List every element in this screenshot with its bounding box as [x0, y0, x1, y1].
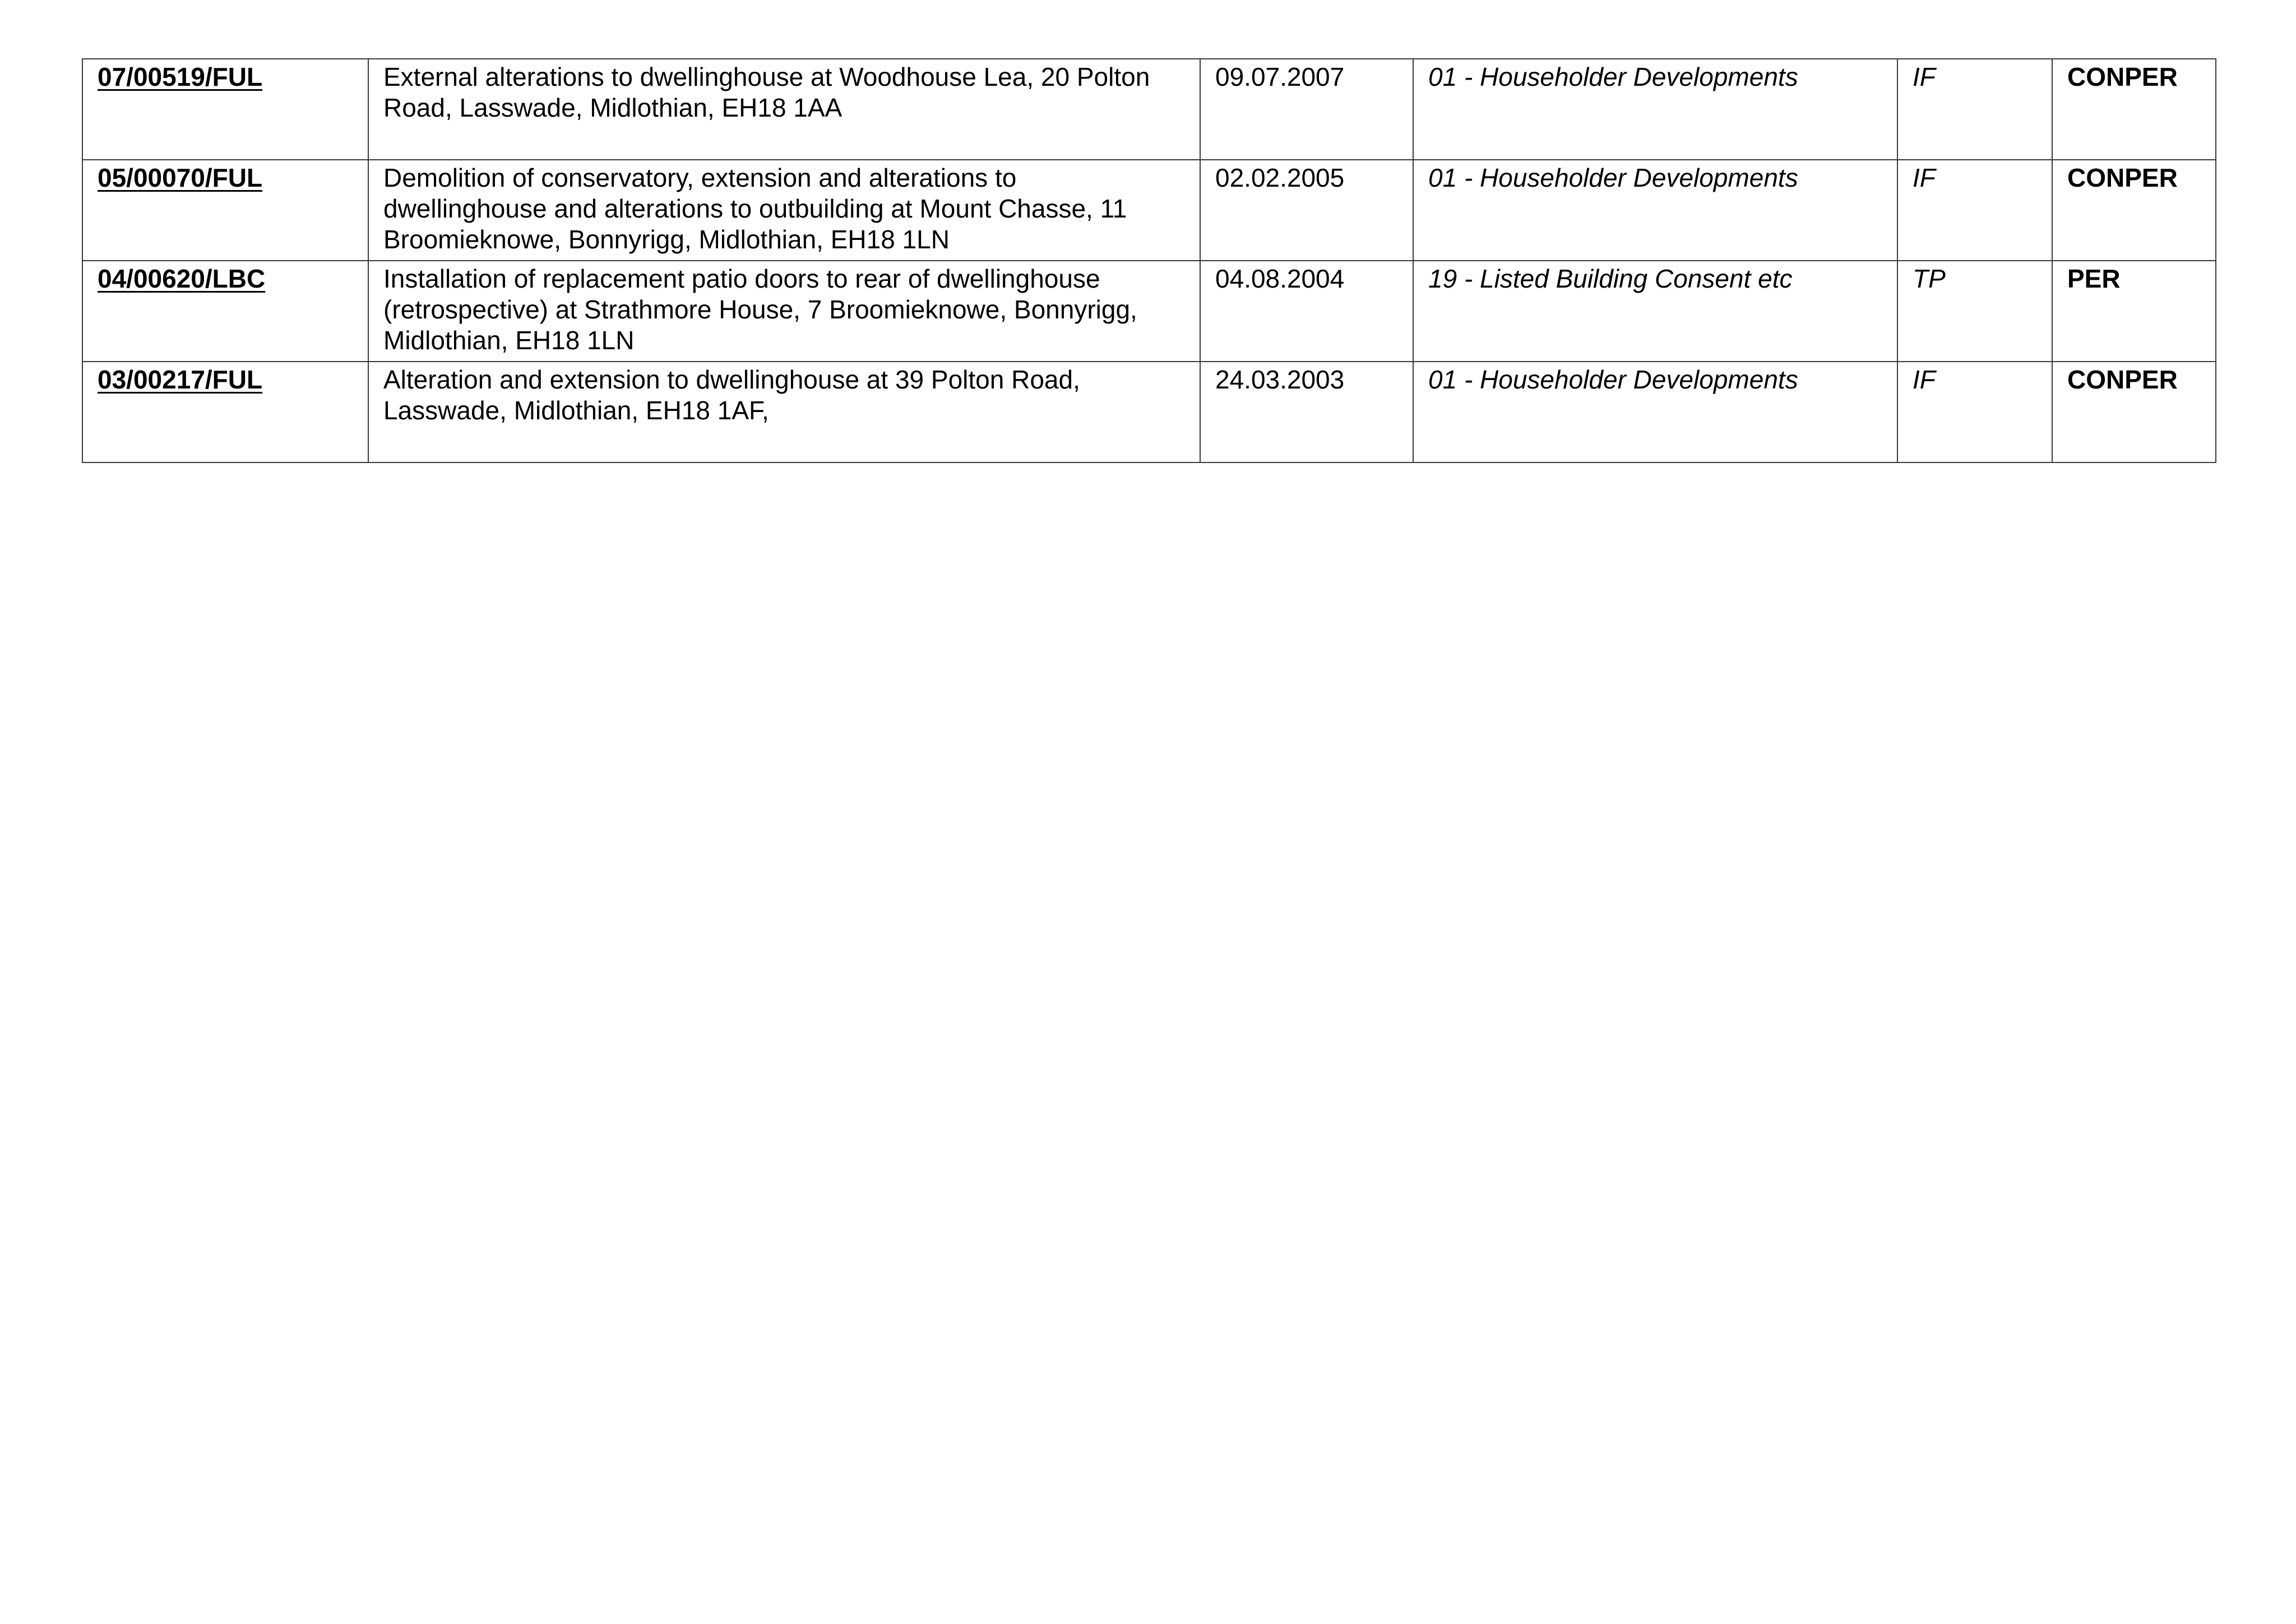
proposal-text: Alteration and extension to dwellinghouse at 39 Polton Road, Lasswade, Midlothian, EH18 1AF, [383, 365, 1080, 425]
reference-cell [82, 261, 368, 362]
date-cell [1200, 261, 1413, 362]
application-reference-link[interactable]: 07/00519/FUL [98, 62, 263, 91]
application-reference-link[interactable]: 03/00217/FUL [98, 365, 263, 394]
date-cell [1200, 160, 1413, 261]
table-row [82, 362, 2216, 462]
type-cell [1413, 261, 1897, 362]
table-row [82, 160, 2216, 261]
proposal-cell [368, 160, 1200, 261]
type-cell [1413, 160, 1897, 261]
reference-cell [82, 160, 368, 261]
type-cell [1413, 362, 1897, 462]
type-cell [1413, 59, 1897, 160]
decision-text: PER [2067, 264, 2121, 293]
planning-applications-sheet [82, 58, 2215, 463]
proposal-cell [368, 59, 1200, 160]
type-text: 19 - Listed Building Consent etc [1428, 264, 1793, 293]
decision-cell [2052, 160, 2216, 261]
decision-text: CONPER [2067, 163, 2178, 192]
type-text: 01 - Householder Developments [1428, 62, 1798, 91]
application-reference-link[interactable]: 04/00620/LBC [98, 264, 266, 293]
decision-text: CONPER [2067, 365, 2178, 394]
date-text: 09.07.2007 [1215, 62, 1345, 91]
date-text: 04.08.2004 [1215, 264, 1345, 293]
reference-cell [82, 59, 368, 160]
code-text: IF [1913, 365, 1936, 394]
table-row [82, 59, 2216, 160]
proposal-text: Demolition of conservatory, extension and alterations to dwellinghouse and alterations to outbuilding at Mount Chasse, 11 Broomieknowe, Bonnyrigg, Midlothian, EH18 1LN [383, 163, 1127, 254]
decision-cell [2052, 59, 2216, 160]
decision-cell [2052, 362, 2216, 462]
date-cell [1200, 362, 1413, 462]
code-cell [1897, 160, 2052, 261]
type-text: 01 - Householder Developments [1428, 163, 1798, 192]
code-text: IF [1913, 62, 1936, 91]
proposal-cell [368, 261, 1200, 362]
code-text: TP [1913, 264, 1946, 293]
date-text: 24.03.2003 [1215, 365, 1345, 394]
decision-text: CONPER [2067, 62, 2178, 91]
code-cell [1897, 261, 2052, 362]
table-row [82, 261, 2216, 362]
code-cell [1897, 59, 2052, 160]
code-text: IF [1913, 163, 1936, 192]
type-text: 01 - Householder Developments [1428, 365, 1798, 394]
application-reference-link[interactable]: 05/00070/FUL [98, 163, 263, 192]
date-cell [1200, 59, 1413, 160]
reference-cell [82, 362, 368, 462]
planning-applications-table [82, 58, 2216, 463]
decision-cell [2052, 261, 2216, 362]
proposal-text: External alterations to dwellinghouse at Woodhouse Lea, 20 Polton Road, Lasswade, Midlothian, EH18 1AA [383, 62, 1150, 122]
proposal-text: Installation of replacement patio doors to rear of dwellinghouse (retrospective) at Strathmore House, 7 Broomieknowe, Bonnyrigg, Midlothian, EH18 1LN [383, 264, 1137, 355]
code-cell [1897, 362, 2052, 462]
proposal-cell [368, 362, 1200, 462]
date-text: 02.02.2005 [1215, 163, 1345, 192]
